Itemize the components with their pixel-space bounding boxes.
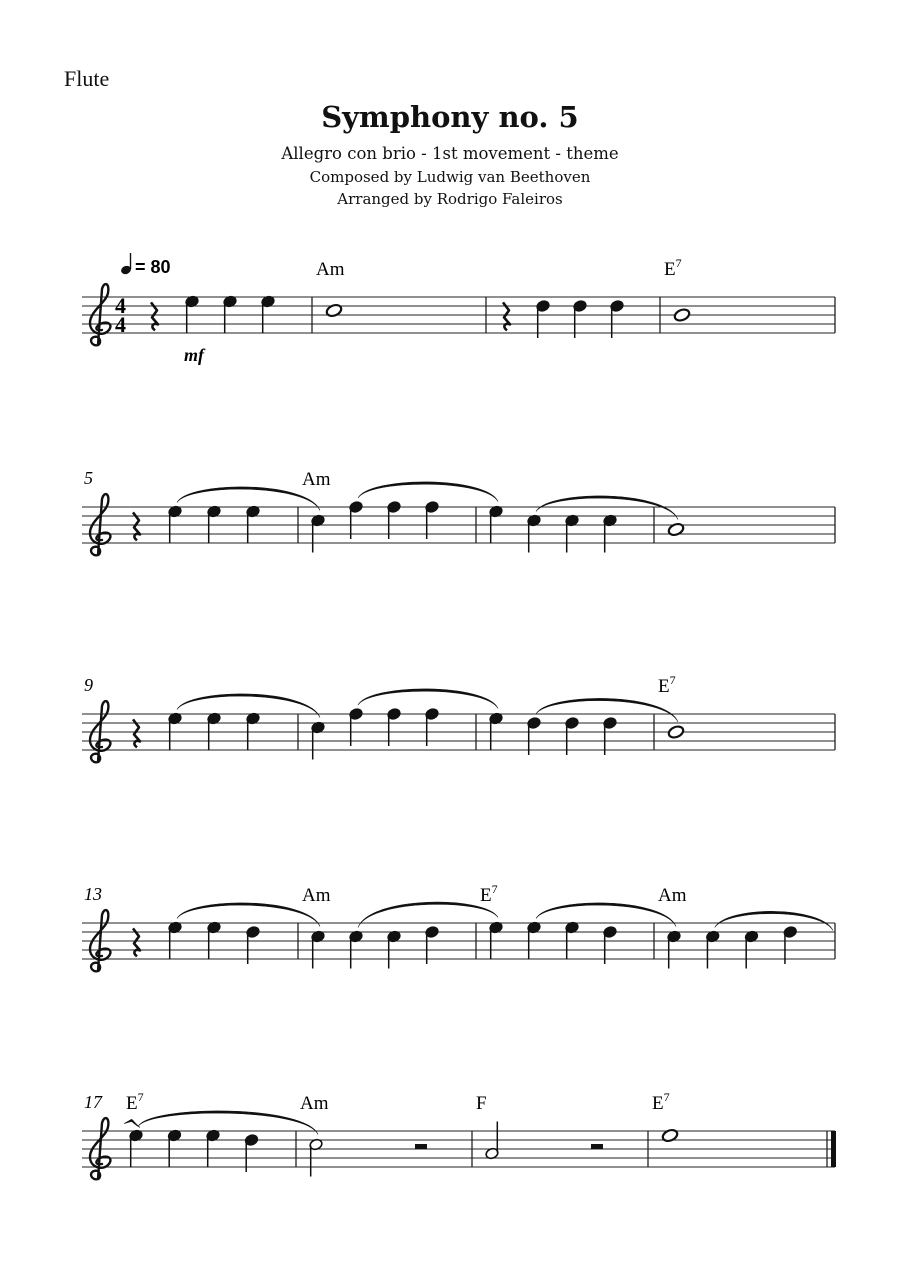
note xyxy=(168,921,183,960)
measure xyxy=(302,469,439,553)
note xyxy=(387,707,402,746)
note xyxy=(309,1138,324,1177)
measure xyxy=(658,885,798,969)
tempo-marking xyxy=(120,253,171,277)
measure xyxy=(133,712,260,751)
note xyxy=(527,716,542,755)
staff-system-2 xyxy=(82,468,835,555)
quarter-rest xyxy=(151,302,158,330)
quarter-rest xyxy=(503,302,510,330)
note xyxy=(167,1129,182,1168)
composer-credit: Composed by Ludwig van Beethoven xyxy=(309,168,591,186)
note xyxy=(603,514,618,553)
note xyxy=(610,299,625,338)
note xyxy=(129,1129,144,1168)
measure-number: 13 xyxy=(84,884,102,904)
note xyxy=(185,295,200,334)
page-title: Symphony no. 5 xyxy=(321,100,579,134)
quarter-rest xyxy=(133,719,140,747)
half-rest xyxy=(415,1144,427,1149)
chord-symbol: $E^7$ xyxy=(652,1090,670,1114)
note xyxy=(536,299,551,338)
time-signature-bottom: 4 xyxy=(115,312,126,337)
staff-system-5 xyxy=(82,1090,836,1179)
note xyxy=(246,505,261,544)
note xyxy=(489,505,504,544)
measure xyxy=(311,707,440,759)
note xyxy=(667,930,682,969)
note xyxy=(207,921,222,960)
note xyxy=(603,716,618,755)
chord-symbol: F xyxy=(476,1093,487,1114)
measure-number: 17 xyxy=(84,1092,102,1112)
note xyxy=(311,930,326,969)
subtitle: Allegro con brio - 1st movement - theme xyxy=(281,144,619,163)
arranger-credit: Arranged by Rodrigo Faleiros xyxy=(337,190,563,208)
note xyxy=(667,725,685,740)
staff-system-1 xyxy=(82,253,835,365)
note xyxy=(783,925,798,964)
note xyxy=(527,514,542,553)
note xyxy=(667,522,685,537)
measure xyxy=(489,712,618,755)
tempo-text: = 80 xyxy=(135,257,171,277)
note xyxy=(489,921,504,960)
dynamic-marking: mf xyxy=(184,345,204,365)
half-rest xyxy=(591,1144,603,1149)
note xyxy=(425,707,440,746)
note xyxy=(325,303,343,318)
note xyxy=(425,925,440,964)
measure xyxy=(658,673,685,739)
note xyxy=(246,925,261,964)
measure xyxy=(667,522,685,537)
chord-symbol: $E^7$ xyxy=(664,256,682,280)
note xyxy=(223,295,238,334)
slur xyxy=(358,902,498,927)
note xyxy=(311,514,326,553)
note xyxy=(387,930,402,969)
chord-symbol: $E^7$ xyxy=(658,673,676,697)
note xyxy=(425,500,440,539)
final-barline xyxy=(831,1131,836,1167)
measure-number: 9 xyxy=(84,675,93,695)
note xyxy=(207,505,222,544)
chord-symbol: Am xyxy=(302,469,331,490)
chord-symbol: Am xyxy=(316,259,345,280)
note xyxy=(489,712,504,751)
note xyxy=(573,299,588,338)
note xyxy=(661,1128,679,1143)
note xyxy=(246,712,261,751)
measure xyxy=(151,295,275,334)
slur xyxy=(358,689,498,709)
note xyxy=(349,500,364,539)
measure-number: 5 xyxy=(84,468,93,488)
measure xyxy=(476,1093,603,1160)
note xyxy=(565,921,580,960)
measure xyxy=(503,299,624,338)
measure xyxy=(664,256,691,322)
measure xyxy=(133,921,260,964)
measure xyxy=(652,1090,679,1143)
quarter-rest xyxy=(133,512,140,540)
note xyxy=(527,921,542,960)
note xyxy=(485,1122,500,1161)
chord-symbol: $E^7$ xyxy=(480,882,498,906)
note xyxy=(311,721,326,760)
note xyxy=(603,925,618,964)
note xyxy=(206,1129,221,1168)
note xyxy=(744,930,759,969)
time-signature-top: 4 xyxy=(115,293,126,318)
note xyxy=(565,716,580,755)
chord-symbol: $E^7$ xyxy=(126,1090,144,1114)
instrument-name: Flute xyxy=(64,66,110,91)
note xyxy=(261,295,276,334)
measure xyxy=(316,259,345,318)
measure xyxy=(302,885,439,969)
note xyxy=(565,514,580,553)
chord-symbol: Am xyxy=(658,885,687,906)
note xyxy=(349,707,364,746)
measure xyxy=(300,1093,427,1177)
note xyxy=(349,930,364,969)
note xyxy=(705,930,720,969)
note xyxy=(207,712,222,751)
quarter-rest xyxy=(133,928,140,956)
measure xyxy=(133,505,260,544)
slur xyxy=(124,1119,140,1127)
slur xyxy=(358,482,498,502)
note xyxy=(673,308,691,323)
chord-symbol: Am xyxy=(300,1093,329,1114)
staff-system-3 xyxy=(82,673,835,762)
note xyxy=(168,712,183,751)
note xyxy=(387,500,402,539)
staff-system-4 xyxy=(82,882,835,971)
measure xyxy=(489,505,618,553)
chord-symbol: Am xyxy=(302,885,331,906)
note xyxy=(168,505,183,544)
note xyxy=(244,1133,259,1172)
slur xyxy=(715,911,833,930)
